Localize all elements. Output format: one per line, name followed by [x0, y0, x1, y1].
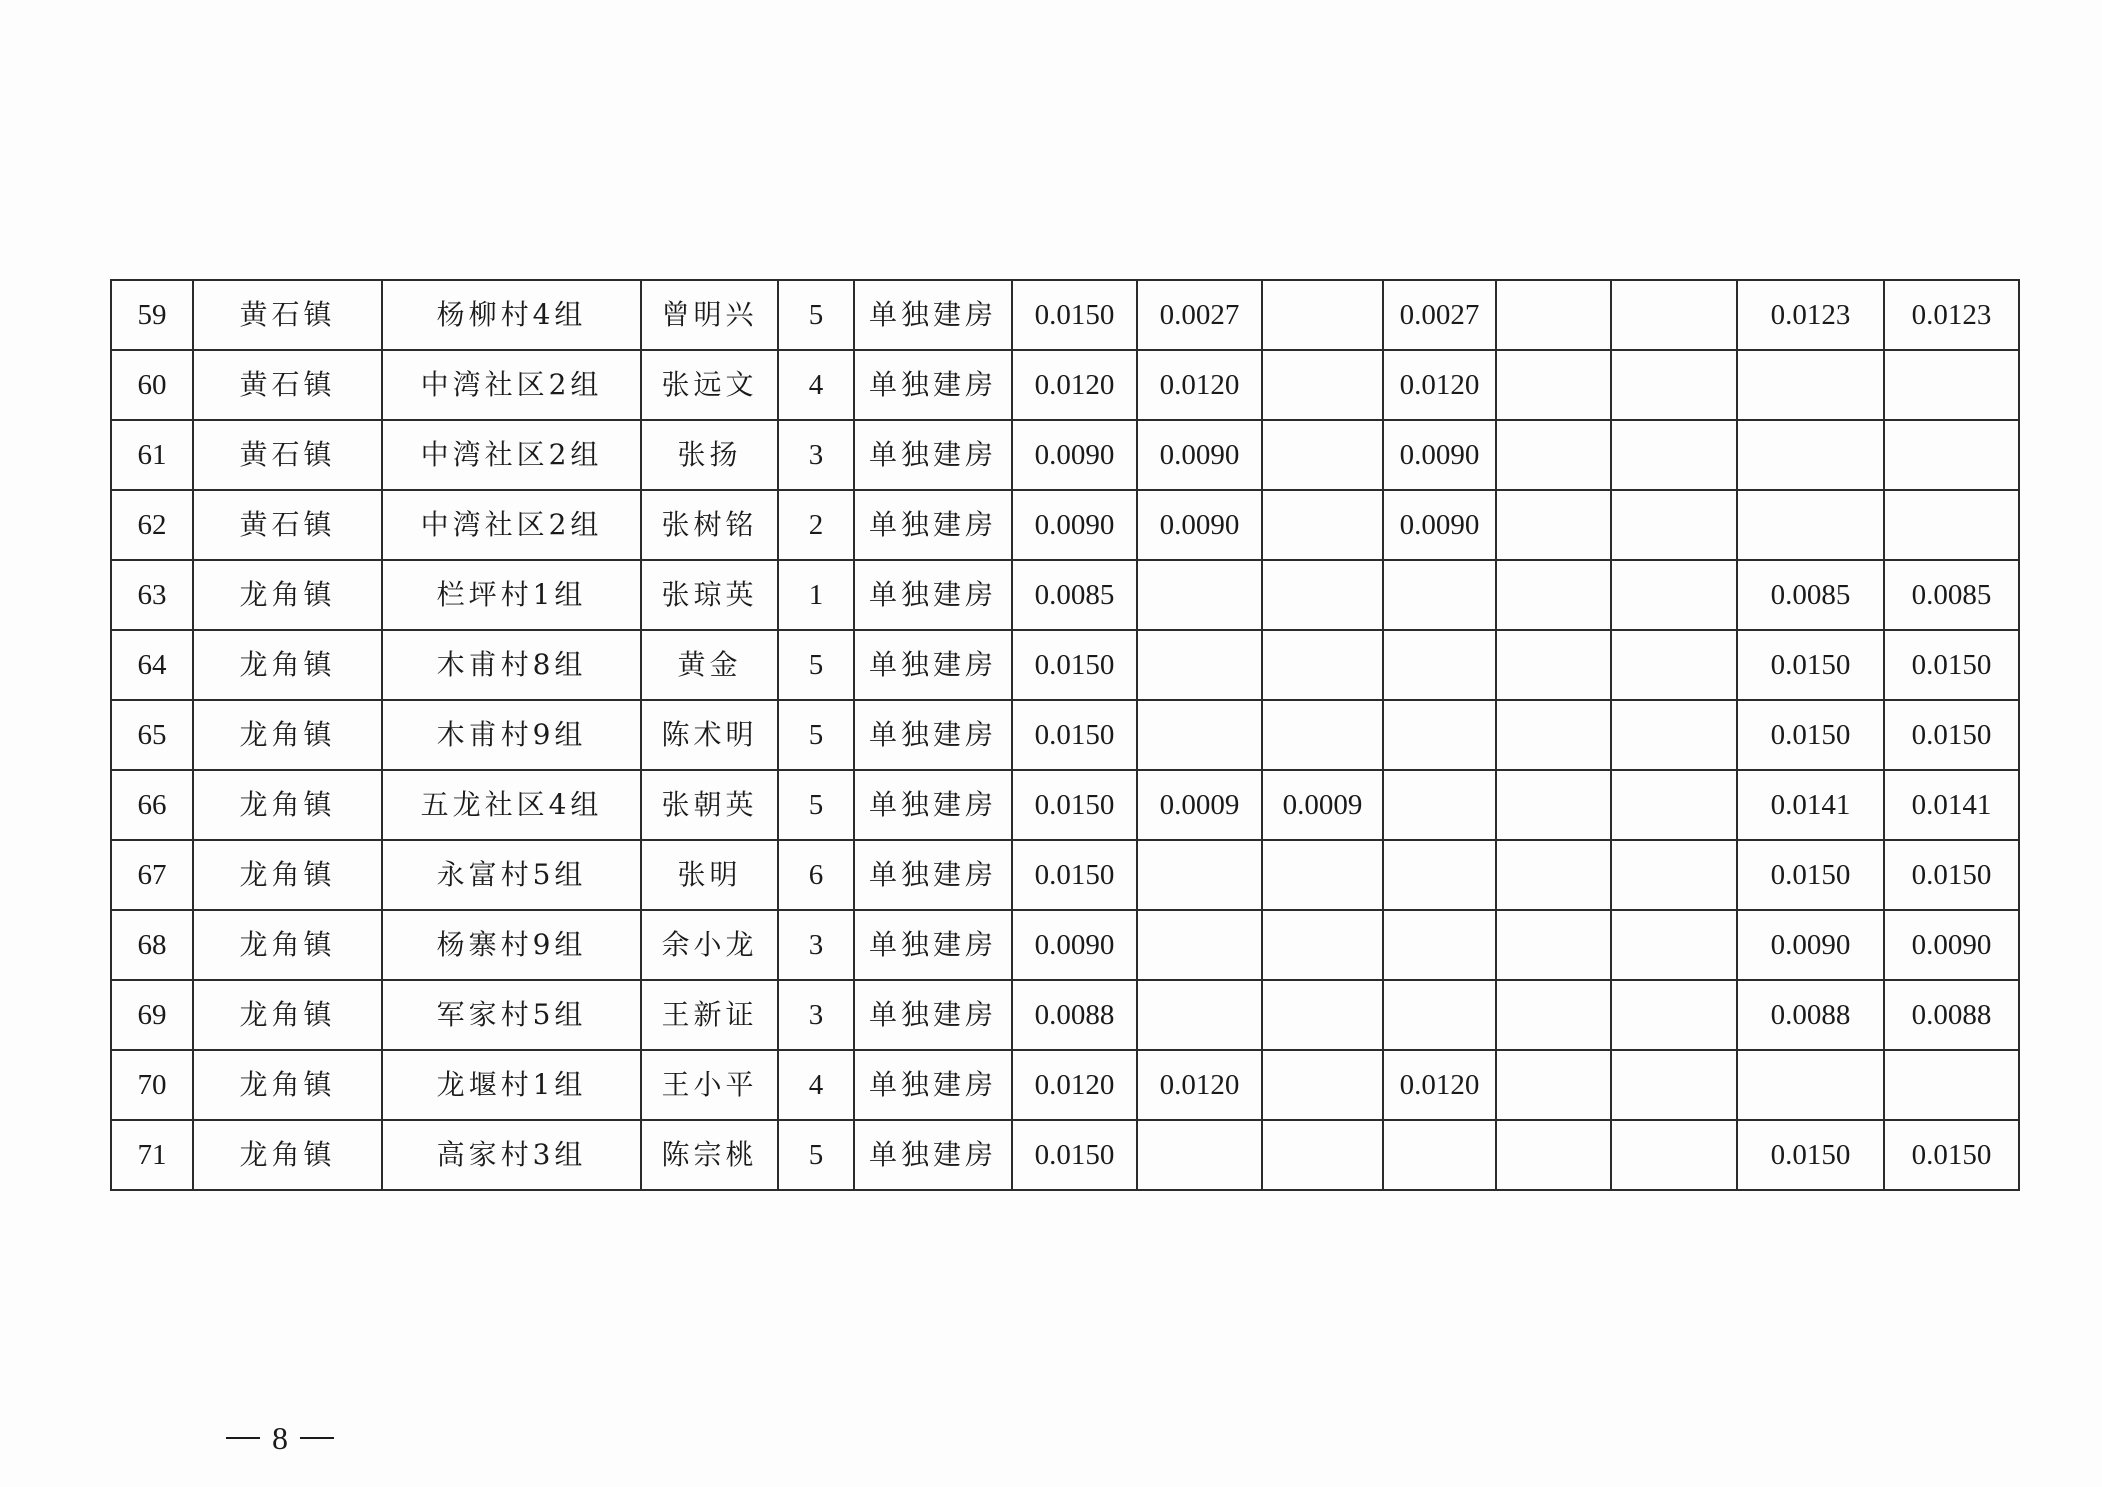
- cell-col-10: [1383, 700, 1496, 770]
- cell-col-10: [1383, 560, 1496, 630]
- cell-area-total: 0.0120: [1012, 350, 1137, 420]
- cell-col-12: [1611, 980, 1737, 1050]
- cell-col-10: 0.0027: [1383, 280, 1496, 350]
- cell-col-14: 0.0150: [1884, 700, 2019, 770]
- cell-col-14: 0.0085: [1884, 560, 2019, 630]
- cell-name: 张朝英: [641, 770, 778, 840]
- cell-col-11: [1496, 1050, 1611, 1120]
- cell-village-group: 龙堰村1组: [382, 1050, 641, 1120]
- cell-col-10: 0.0120: [1383, 350, 1496, 420]
- cell-col-9: [1262, 700, 1383, 770]
- cell-col-13: [1737, 350, 1884, 420]
- cell-build-type: 单独建房: [854, 560, 1012, 630]
- cell-col-12: [1611, 560, 1737, 630]
- cell-col-9: [1262, 980, 1383, 1050]
- cell-household-size: 5: [778, 770, 854, 840]
- cell-col-12: [1611, 1120, 1737, 1190]
- cell-col-8: [1137, 980, 1262, 1050]
- footer-dash-left: [226, 1437, 260, 1439]
- cell-col-12: [1611, 350, 1737, 420]
- cell-col-13: 0.0150: [1737, 630, 1884, 700]
- cell-col-10: [1383, 1120, 1496, 1190]
- cell-row-number: 67: [111, 840, 193, 910]
- cell-row-number: 69: [111, 980, 193, 1050]
- cell-row-number: 66: [111, 770, 193, 840]
- cell-col-12: [1611, 490, 1737, 560]
- cell-household-size: 4: [778, 350, 854, 420]
- cell-col-13: 0.0090: [1737, 910, 1884, 980]
- cell-col-8: 0.0027: [1137, 280, 1262, 350]
- table-row: [111, 280, 2019, 350]
- cell-village-group: 军家村5组: [382, 980, 641, 1050]
- cell-col-10: [1383, 840, 1496, 910]
- cell-col-8: 0.0120: [1137, 1050, 1262, 1120]
- cell-col-13: 0.0150: [1737, 700, 1884, 770]
- cell-col-8: 0.0090: [1137, 490, 1262, 560]
- cell-build-type: 单独建房: [854, 1050, 1012, 1120]
- table-row: [111, 840, 2019, 910]
- cell-name: 黄金: [641, 630, 778, 700]
- cell-col-8: [1137, 910, 1262, 980]
- table-row: [111, 980, 2019, 1050]
- footer-dash-right: [300, 1437, 334, 1439]
- cell-row-number: 65: [111, 700, 193, 770]
- cell-village-group: 中湾社区2组: [382, 490, 641, 560]
- cell-village-group: 五龙社区4组: [382, 770, 641, 840]
- table-row: [111, 1120, 2019, 1190]
- cell-area-total: 0.0120: [1012, 1050, 1137, 1120]
- cell-area-total: 0.0150: [1012, 840, 1137, 910]
- cell-name: 陈术明: [641, 700, 778, 770]
- cell-area-total: 0.0088: [1012, 980, 1137, 1050]
- cell-household-size: 3: [778, 980, 854, 1050]
- cell-col-11: [1496, 840, 1611, 910]
- cell-build-type: 单独建房: [854, 770, 1012, 840]
- cell-village-group: 永富村5组: [382, 840, 641, 910]
- cell-col-11: [1496, 490, 1611, 560]
- cell-name: 张远文: [641, 350, 778, 420]
- cell-col-11: [1496, 280, 1611, 350]
- cell-name: 陈宗桃: [641, 1120, 778, 1190]
- cell-household-size: 6: [778, 840, 854, 910]
- cell-col-12: [1611, 770, 1737, 840]
- cell-build-type: 单独建房: [854, 1120, 1012, 1190]
- cell-village-group: 杨柳村4组: [382, 280, 641, 350]
- cell-area-total: 0.0150: [1012, 280, 1137, 350]
- cell-col-9: [1262, 350, 1383, 420]
- cell-col-10: [1383, 630, 1496, 700]
- cell-col-11: [1496, 1120, 1611, 1190]
- cell-col-9: [1262, 910, 1383, 980]
- cell-col-10: [1383, 910, 1496, 980]
- cell-col-14: 0.0150: [1884, 1120, 2019, 1190]
- cell-col-14: 0.0123: [1884, 280, 2019, 350]
- cell-col-14: [1884, 420, 2019, 490]
- cell-col-10: 0.0120: [1383, 1050, 1496, 1120]
- cell-row-number: 63: [111, 560, 193, 630]
- cell-build-type: 单独建房: [854, 980, 1012, 1050]
- cell-town: 龙角镇: [193, 1120, 382, 1190]
- table-row: [111, 1050, 2019, 1120]
- cell-col-13: [1737, 1050, 1884, 1120]
- cell-col-14: [1884, 350, 2019, 420]
- cell-col-12: [1611, 1050, 1737, 1120]
- table-row: [111, 700, 2019, 770]
- cell-town: 黄石镇: [193, 280, 382, 350]
- cell-col-11: [1496, 700, 1611, 770]
- cell-col-9: [1262, 1120, 1383, 1190]
- cell-build-type: 单独建房: [854, 280, 1012, 350]
- cell-col-11: [1496, 560, 1611, 630]
- cell-build-type: 单独建房: [854, 700, 1012, 770]
- page-footer: [226, 1418, 356, 1458]
- cell-area-total: 0.0150: [1012, 1120, 1137, 1190]
- cell-col-11: [1496, 910, 1611, 980]
- cell-household-size: 5: [778, 280, 854, 350]
- cell-col-11: [1496, 350, 1611, 420]
- cell-col-10: [1383, 770, 1496, 840]
- cell-col-9: 0.0009: [1262, 770, 1383, 840]
- cell-household-size: 2: [778, 490, 854, 560]
- cell-col-10: 0.0090: [1383, 420, 1496, 490]
- cell-col-11: [1496, 420, 1611, 490]
- cell-build-type: 单独建房: [854, 420, 1012, 490]
- cell-col-12: [1611, 280, 1737, 350]
- cell-household-size: 5: [778, 700, 854, 770]
- cell-col-14: 0.0090: [1884, 910, 2019, 980]
- cell-col-14: 0.0088: [1884, 980, 2019, 1050]
- cell-col-9: [1262, 490, 1383, 560]
- cell-col-14: 0.0150: [1884, 840, 2019, 910]
- cell-col-8: [1137, 700, 1262, 770]
- cell-col-11: [1496, 630, 1611, 700]
- cell-col-12: [1611, 840, 1737, 910]
- cell-town: 黄石镇: [193, 420, 382, 490]
- cell-village-group: 中湾社区2组: [382, 350, 641, 420]
- cell-area-total: 0.0150: [1012, 630, 1137, 700]
- cell-name: 王新证: [641, 980, 778, 1050]
- cell-col-13: 0.0141: [1737, 770, 1884, 840]
- cell-col-10: 0.0090: [1383, 490, 1496, 560]
- cell-build-type: 单独建房: [854, 910, 1012, 980]
- cell-area-total: 0.0090: [1012, 490, 1137, 560]
- cell-col-8: 0.0120: [1137, 350, 1262, 420]
- land-use-table: [110, 279, 2020, 1191]
- cell-col-8: 0.0090: [1137, 420, 1262, 490]
- cell-col-12: [1611, 700, 1737, 770]
- cell-name: 王小平: [641, 1050, 778, 1120]
- cell-build-type: 单独建房: [854, 840, 1012, 910]
- cell-col-11: [1496, 980, 1611, 1050]
- cell-town: 龙角镇: [193, 560, 382, 630]
- cell-town: 黄石镇: [193, 350, 382, 420]
- cell-col-13: 0.0085: [1737, 560, 1884, 630]
- cell-row-number: 60: [111, 350, 193, 420]
- cell-village-group: 杨寨村9组: [382, 910, 641, 980]
- cell-col-9: [1262, 280, 1383, 350]
- cell-col-12: [1611, 910, 1737, 980]
- cell-col-13: 0.0123: [1737, 280, 1884, 350]
- cell-col-14: [1884, 1050, 2019, 1120]
- cell-col-12: [1611, 630, 1737, 700]
- cell-name: 曾明兴: [641, 280, 778, 350]
- cell-town: 龙角镇: [193, 630, 382, 700]
- cell-area-total: 0.0090: [1012, 420, 1137, 490]
- cell-build-type: 单独建房: [854, 350, 1012, 420]
- cell-household-size: 4: [778, 1050, 854, 1120]
- cell-town: 龙角镇: [193, 980, 382, 1050]
- cell-row-number: 64: [111, 630, 193, 700]
- cell-household-size: 1: [778, 560, 854, 630]
- cell-col-13: [1737, 490, 1884, 560]
- cell-household-size: 5: [778, 1120, 854, 1190]
- cell-col-14: 0.0150: [1884, 630, 2019, 700]
- cell-col-8: [1137, 840, 1262, 910]
- cell-village-group: 高家村3组: [382, 1120, 641, 1190]
- cell-col-9: [1262, 840, 1383, 910]
- cell-col-9: [1262, 560, 1383, 630]
- cell-row-number: 71: [111, 1120, 193, 1190]
- cell-village-group: 中湾社区2组: [382, 420, 641, 490]
- cell-area-total: 0.0085: [1012, 560, 1137, 630]
- cell-name: 张扬: [641, 420, 778, 490]
- cell-town: 龙角镇: [193, 1050, 382, 1120]
- cell-area-total: 0.0150: [1012, 700, 1137, 770]
- table-row: [111, 910, 2019, 980]
- cell-town: 龙角镇: [193, 910, 382, 980]
- cell-name: 张树铭: [641, 490, 778, 560]
- cell-col-8: 0.0009: [1137, 770, 1262, 840]
- cell-household-size: 3: [778, 910, 854, 980]
- cell-build-type: 单独建房: [854, 490, 1012, 560]
- cell-household-size: 5: [778, 630, 854, 700]
- cell-town: 龙角镇: [193, 700, 382, 770]
- cell-col-9: [1262, 420, 1383, 490]
- cell-col-9: [1262, 1050, 1383, 1120]
- cell-col-8: [1137, 630, 1262, 700]
- page-number: 8: [272, 1419, 288, 1456]
- cell-col-13: [1737, 420, 1884, 490]
- cell-row-number: 61: [111, 420, 193, 490]
- cell-build-type: 单独建房: [854, 630, 1012, 700]
- cell-row-number: 70: [111, 1050, 193, 1120]
- cell-col-14: 0.0141: [1884, 770, 2019, 840]
- cell-col-8: [1137, 560, 1262, 630]
- cell-name: 余小龙: [641, 910, 778, 980]
- cell-area-total: 0.0090: [1012, 910, 1137, 980]
- cell-village-group: 木甫村8组: [382, 630, 641, 700]
- cell-name: 张明: [641, 840, 778, 910]
- cell-town: 龙角镇: [193, 770, 382, 840]
- cell-village-group: 木甫村9组: [382, 700, 641, 770]
- cell-col-11: [1496, 770, 1611, 840]
- table-row: [111, 560, 2019, 630]
- cell-row-number: 59: [111, 280, 193, 350]
- cell-town: 龙角镇: [193, 840, 382, 910]
- cell-col-13: 0.0150: [1737, 1120, 1884, 1190]
- cell-household-size: 3: [778, 420, 854, 490]
- cell-col-9: [1262, 630, 1383, 700]
- cell-col-10: [1383, 980, 1496, 1050]
- table-row: [111, 770, 2019, 840]
- cell-col-14: [1884, 490, 2019, 560]
- cell-town: 黄石镇: [193, 490, 382, 560]
- table-row: [111, 350, 2019, 420]
- cell-name: 张琼英: [641, 560, 778, 630]
- table-body: [111, 280, 2019, 1190]
- table-row: [111, 420, 2019, 490]
- cell-village-group: 栏坪村1组: [382, 560, 641, 630]
- table-row: [111, 490, 2019, 560]
- table-row: [111, 630, 2019, 700]
- cell-col-13: 0.0088: [1737, 980, 1884, 1050]
- cell-area-total: 0.0150: [1012, 770, 1137, 840]
- cell-col-13: 0.0150: [1737, 840, 1884, 910]
- cell-row-number: 62: [111, 490, 193, 560]
- cell-row-number: 68: [111, 910, 193, 980]
- cell-col-12: [1611, 420, 1737, 490]
- cell-col-8: [1137, 1120, 1262, 1190]
